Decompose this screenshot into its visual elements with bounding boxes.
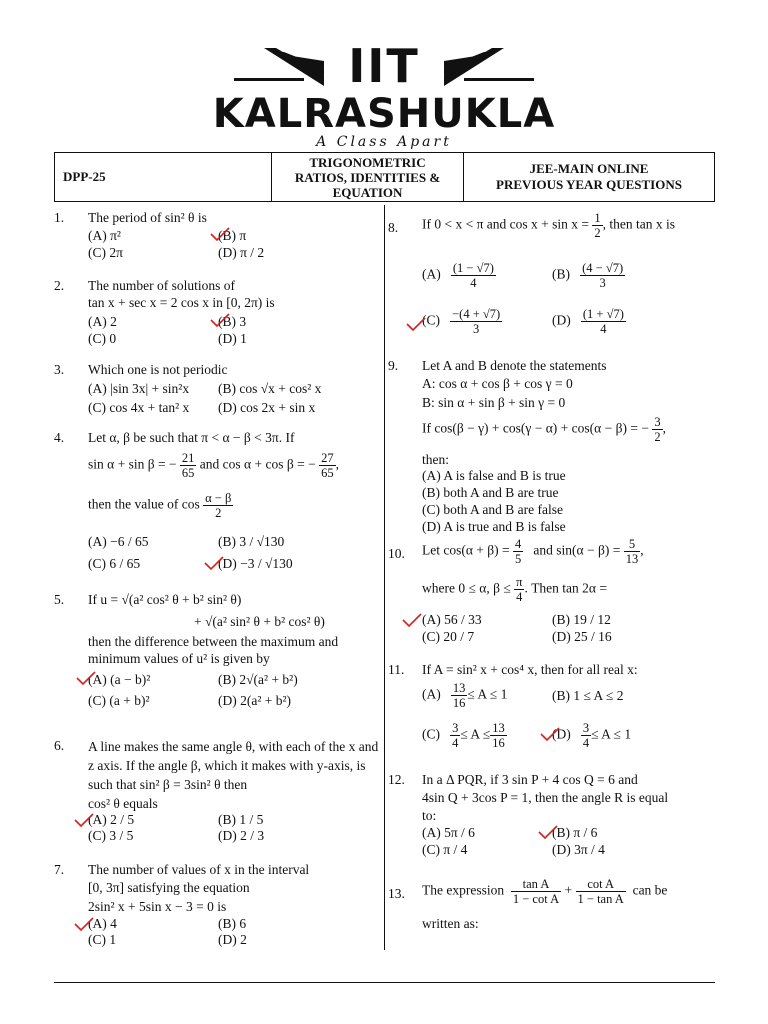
option-d: (D) $\frac{3}{4}$ ≤ A ≤ 1 bbox=[552, 721, 632, 750]
question-text: Let A and B denote the statements bbox=[422, 358, 607, 373]
exam-title bbox=[464, 153, 715, 202]
topic-line-2: RATIOS, IDENTITIES & bbox=[294, 169, 441, 185]
option-c: (C) 3 / 5 bbox=[88, 828, 134, 843]
question-text: If 0 < x < π and cos x + sin x = $\frac{1}{2}$ , then tan x is bbox=[422, 211, 676, 240]
question-number: 9. bbox=[388, 358, 399, 373]
fraction: $\frac{\alpha - \beta}{2}$ bbox=[205, 491, 232, 520]
question-number: 7. bbox=[54, 862, 65, 877]
question-text-line-2: where 0 ≤ α, β ≤ $\frac{\pi}{4}$ . Then tan 2α = bbox=[422, 575, 607, 604]
option-c: (C) cos 4x + tan² x bbox=[88, 400, 190, 415]
question-text: The expression $\frac{\text{tan A}}{\text{1 − cot A}}$ + $\frac{\text{cot A}}{\text{1 − tan A}}$ can be bbox=[422, 877, 668, 906]
option-a: (A) |sin 3x| + sin²x bbox=[88, 381, 190, 396]
fraction: $\frac{1}{2}$ bbox=[594, 211, 601, 240]
option-b: (B) 3 bbox=[218, 314, 247, 329]
option-d: (D) A is true and B is false bbox=[422, 519, 566, 534]
option-b: (B) 1 ≤ A ≤ 2 bbox=[552, 688, 624, 703]
option-b: (B) π bbox=[218, 228, 247, 243]
option-c: (C) 6 / 65 bbox=[88, 556, 141, 571]
question-text-line-3: then the difference between the maximum and minimum values of u² is given by bbox=[88, 634, 339, 666]
header-table bbox=[54, 152, 715, 202]
question-text: Let α, β be such that π < α − β < 3π. If bbox=[88, 430, 295, 445]
question-text: If A = sin² x + cos⁴ x, then for all real x: bbox=[422, 662, 638, 677]
question-text-line-3: then the value of cos $\frac{\alpha - \beta}{2}$ bbox=[88, 491, 232, 520]
exam-line-1: JEE-MAIN ONLINE bbox=[529, 161, 649, 176]
topic-title bbox=[272, 153, 464, 202]
question-equation: sin α + sin β = − $\frac{21}{65}$ and cos α + cos β = − $\frac{27}{65}$ , bbox=[88, 451, 339, 480]
option-a: (A) $\frac{13}{16}$ ≤ A ≤ 1 bbox=[422, 681, 508, 710]
option-c: (C) both A and B are false bbox=[422, 502, 563, 517]
option-d: (D) 3π / 4 bbox=[552, 842, 605, 857]
question-text: The number of values of x in the interval bbox=[88, 862, 310, 877]
option-b: (B) $\frac{(4 - √7)}{3}$ bbox=[552, 261, 624, 290]
option-b: (B) 1 / 5 bbox=[218, 812, 264, 827]
fraction: $\frac{3}{2}$ bbox=[654, 415, 661, 444]
logo-iit-text: IIT bbox=[348, 39, 420, 93]
option-a: (A) 56 / 33 bbox=[422, 612, 482, 627]
option-d: (D) 25 / 16 bbox=[552, 629, 612, 644]
option-c: (C) 0 bbox=[88, 331, 117, 346]
option-a: (A) A is false and B is true bbox=[422, 468, 566, 483]
tick-mark-icon bbox=[210, 313, 230, 327]
option-c: (C) $\frac{3}{4}$ ≤ A ≤ $\frac{13}{16}$ bbox=[422, 721, 505, 750]
option-b: (B) 2√(a² + b²) bbox=[218, 672, 298, 687]
fraction: $\frac{21}{65}$ bbox=[181, 451, 195, 480]
option-d: (D) cos 2x + sin x bbox=[218, 400, 316, 415]
question-text-line-2: written as: bbox=[422, 916, 479, 931]
tick-mark-icon bbox=[538, 825, 558, 839]
option-d: (D) $\frac{(1 + √7)}{4}$ bbox=[552, 307, 624, 336]
option-b: (B) 6 bbox=[218, 916, 247, 931]
tick-mark-icon bbox=[406, 317, 426, 331]
option-a: (A) 2 / 5 bbox=[88, 812, 135, 827]
tick-mark-icon bbox=[402, 613, 422, 627]
question-condition: If cos(β − γ) + cos(γ − α) + cos(α − β) = − $\frac{3}{2}$ , bbox=[422, 415, 666, 444]
question-text: The number of solutions of bbox=[88, 278, 235, 293]
topic-line-1: TRIGONOMETRIC bbox=[309, 154, 426, 170]
tick-mark-icon bbox=[74, 813, 94, 827]
option-c: (C) 2π bbox=[88, 245, 123, 260]
question-text-line-2: cos² θ equals bbox=[88, 796, 158, 811]
question-number: 11. bbox=[388, 662, 405, 677]
footer-rule bbox=[54, 982, 715, 983]
option-c: (C) $\frac{-(4 + √7)}{3}$ bbox=[422, 307, 501, 336]
question-number: 12. bbox=[388, 772, 405, 787]
exam-line-2: PREVIOUS YEAR QUESTIONS bbox=[496, 177, 682, 192]
option-b: (B) 3 / √130 bbox=[218, 534, 285, 549]
option-d: (D) 2 bbox=[218, 932, 247, 947]
option-d: (D) −3 / √130 bbox=[218, 556, 293, 571]
publisher-logo bbox=[0, 36, 768, 150]
question-text-line-2: + √(a² sin² θ + b² cos² θ) bbox=[194, 614, 325, 629]
question-text-line-3: to: bbox=[422, 808, 437, 823]
question-text: The period of sin² θ is bbox=[88, 210, 207, 225]
option-c: (C) 1 bbox=[88, 932, 117, 947]
question-number: 2. bbox=[54, 278, 65, 293]
statement-b: B: sin α + sin β + sin γ = 0 bbox=[422, 395, 566, 410]
question-text: A line makes the same angle θ, with each of the x and z axis. If the angle β, which it makes with y-axis, is such that sin² β = 3sin² θ then bbox=[88, 739, 379, 792]
column-divider bbox=[384, 205, 385, 950]
question-text-line-3: 2sin² x + 5sin x − 3 = 0 is bbox=[88, 899, 227, 914]
option-a: (A) $\frac{(1 - √7)}{4}$ bbox=[422, 261, 494, 290]
question-text: Let cos(α + β) = $\frac{4}{5}$ and sin(α − β) = $\frac{5}{13}$ , bbox=[422, 537, 644, 566]
dpp-number: DPP-25 bbox=[55, 153, 272, 202]
question-number: 10. bbox=[388, 546, 405, 561]
question-text: If u = √(a² cos² θ + b² sin² θ) bbox=[88, 592, 242, 607]
tick-mark-icon bbox=[74, 917, 94, 931]
question-number: 8. bbox=[388, 220, 399, 235]
option-b: (B) cos √x + cos² x bbox=[218, 381, 322, 396]
question-number: 3. bbox=[54, 362, 65, 377]
logo-tagline: A Class Apart bbox=[316, 134, 452, 150]
option-a: (A) 5π / 6 bbox=[422, 825, 475, 840]
option-d: (D) 2(a² + b²) bbox=[218, 693, 292, 708]
question-number: 6. bbox=[54, 738, 65, 753]
tick-mark-icon bbox=[204, 556, 224, 570]
tick-mark-icon bbox=[76, 671, 96, 685]
option-c: (C) 20 / 7 bbox=[422, 629, 475, 644]
option-a: (A) (a − b)² bbox=[88, 672, 151, 687]
option-a: (A) π² bbox=[88, 228, 121, 243]
option-c: (C) (a + b)² bbox=[88, 693, 150, 708]
logo-brand-name: KALRASHUKLA bbox=[212, 91, 556, 137]
option-d: (D) 1 bbox=[218, 331, 247, 346]
question-text: In a Δ PQR, if 3 sin P + 4 cos Q = 6 and bbox=[422, 772, 638, 787]
option-d: (D) π / 2 bbox=[218, 245, 265, 260]
question-text-line-2: [0, 3π] satisfying the equation bbox=[88, 880, 250, 895]
option-c: (C) π / 4 bbox=[422, 842, 468, 857]
topic-line-3: EQUATION bbox=[332, 184, 403, 200]
fraction: $\frac{27}{65}$ bbox=[321, 451, 334, 480]
tick-mark-icon bbox=[540, 727, 560, 741]
question-text-line-2: tan x + sec x = 2 cos x in [0, 2π) is bbox=[88, 295, 275, 310]
option-b: (B) π / 6 bbox=[552, 825, 598, 840]
question-number: 5. bbox=[54, 592, 65, 607]
tick-mark-icon bbox=[210, 227, 230, 241]
question-text: Which one is not periodic bbox=[88, 362, 228, 377]
statement-a: A: cos α + cos β + cos γ = 0 bbox=[422, 376, 573, 391]
question-number: 13. bbox=[388, 886, 405, 901]
question-then: then: bbox=[422, 452, 449, 467]
option-d: (D) 2 / 3 bbox=[218, 828, 265, 843]
option-b: (B) 19 / 12 bbox=[552, 612, 611, 627]
question-number: 1. bbox=[54, 210, 65, 225]
option-a: (A) 2 bbox=[88, 314, 117, 329]
option-a: (A) −6 / 65 bbox=[88, 534, 149, 549]
option-a: (A) 4 bbox=[88, 916, 117, 931]
question-number: 4. bbox=[54, 430, 65, 445]
question-text-line-2: 4sin Q + 3cos P = 1, then the angle R is equal bbox=[422, 790, 669, 805]
option-b: (B) both A and B are true bbox=[422, 485, 559, 500]
